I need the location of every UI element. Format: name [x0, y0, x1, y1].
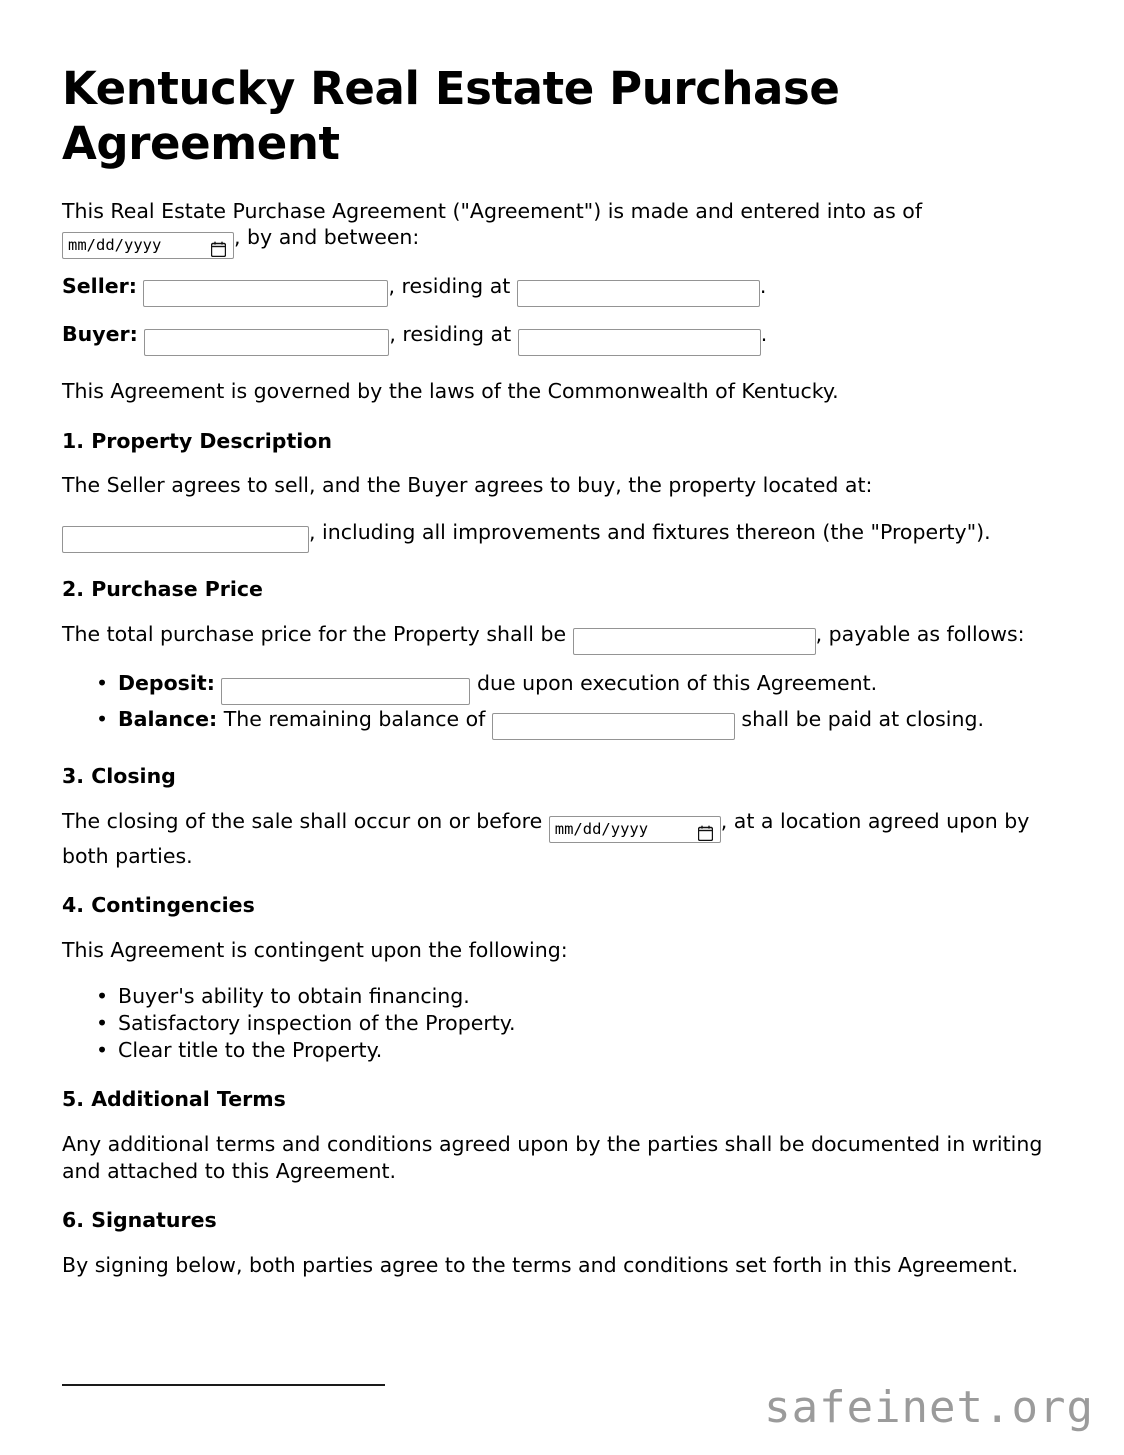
closing-date-input[interactable] [549, 816, 721, 843]
section-heading-property-description: 1. Property Description [62, 428, 332, 453]
balance-amount-input[interactable] [492, 713, 735, 740]
governing-law-paragraph: This Agreement is governed by the laws of the Commonwealth of Kentucky. [62, 378, 839, 403]
section-heading-signatures: 6. Signatures [62, 1208, 217, 1233]
closing-date-wrapper[interactable] [549, 816, 721, 843]
buyer-address-input[interactable] [518, 329, 761, 356]
section-heading-closing: 3. Closing [62, 764, 176, 789]
buyer-name-input[interactable] [144, 329, 389, 356]
list-item: • Satisfactory inspection of the Property. [118, 1010, 1062, 1037]
deposit-suffix: due upon execution of this Agreement. [476, 671, 878, 696]
page-title: Kentucky Real Estate Purchase Agreement [62, 62, 840, 170]
seller-label: Seller: [62, 273, 137, 298]
buyer-residing-text: , residing at [389, 322, 512, 347]
closing-text-after-date: , at a location agreed upon by both parties. [62, 809, 1030, 868]
seller-period: . [759, 273, 767, 298]
seller-line [62, 273, 1062, 308]
balance-suffix: shall be paid at closing. [741, 706, 985, 731]
seller-address-input[interactable] [517, 280, 760, 307]
buyer-period: . [760, 322, 768, 347]
section-heading-additional-terms: 5. Additional Terms [62, 1087, 286, 1112]
property-address-suffix: , including all improvements and fixtures thereon (the "Property"). [309, 519, 991, 544]
deposit-label: Deposit: [118, 671, 215, 696]
seller-residing-text: , residing at [388, 273, 511, 298]
watermark: safeinet.org [764, 1382, 1094, 1433]
balance-prefix: The remaining balance of [223, 706, 486, 731]
agreement-date-input[interactable] [62, 232, 234, 259]
seller-name-input[interactable] [143, 280, 388, 307]
balance-label: Balance: [118, 706, 218, 731]
property-description-intro: The Seller agrees to sell, and the Buyer agrees to buy, the property located at: [62, 473, 873, 498]
purchase-price-line [62, 621, 1062, 656]
deposit-amount-input[interactable] [221, 678, 470, 705]
purchase-price-trail: , payable as follows: [815, 621, 1025, 646]
intro-paragraph [62, 198, 1062, 259]
purchase-price-lead: The total purchase price for the Property shall be [62, 621, 567, 646]
list-item-balance [118, 705, 1062, 741]
buyer-line [62, 321, 1062, 356]
closing-text-before-date: The closing of the sale shall occur on or before [62, 809, 543, 834]
contingencies-list [62, 983, 1062, 1063]
list-item: • Buyer's ability to obtain financing. [118, 983, 1062, 1010]
purchase-price-input[interactable] [573, 628, 816, 655]
contingencies-intro: This Agreement is contingent upon the following: [62, 937, 568, 962]
agreement-date-wrapper[interactable] [62, 232, 234, 259]
list-item-deposit [118, 669, 1062, 705]
property-address-input[interactable] [62, 526, 309, 553]
section-heading-purchase-price: 2. Purchase Price [62, 577, 263, 602]
intro-text-before-date: This Real Estate Purchase Agreement ("Agreement") is made and entered into as of [62, 198, 923, 223]
list-item: • Clear title to the Property. [118, 1037, 1062, 1064]
closing-paragraph [62, 808, 1062, 869]
additional-terms-body: Any additional terms and conditions agreed upon by the parties shall be documented in writing and attached to this Agreement. [62, 1132, 1043, 1183]
intro-text-after-date: , by and between: [234, 225, 420, 250]
payment-terms-list [62, 669, 1062, 740]
signatures-body: By signing below, both parties agree to the terms and conditions set forth in this Agreement. [62, 1252, 1019, 1277]
buyer-label: Buyer: [62, 322, 138, 347]
property-address-line [62, 519, 1062, 554]
section-heading-contingencies: 4. Contingencies [62, 893, 255, 918]
signature-line [62, 1384, 385, 1386]
